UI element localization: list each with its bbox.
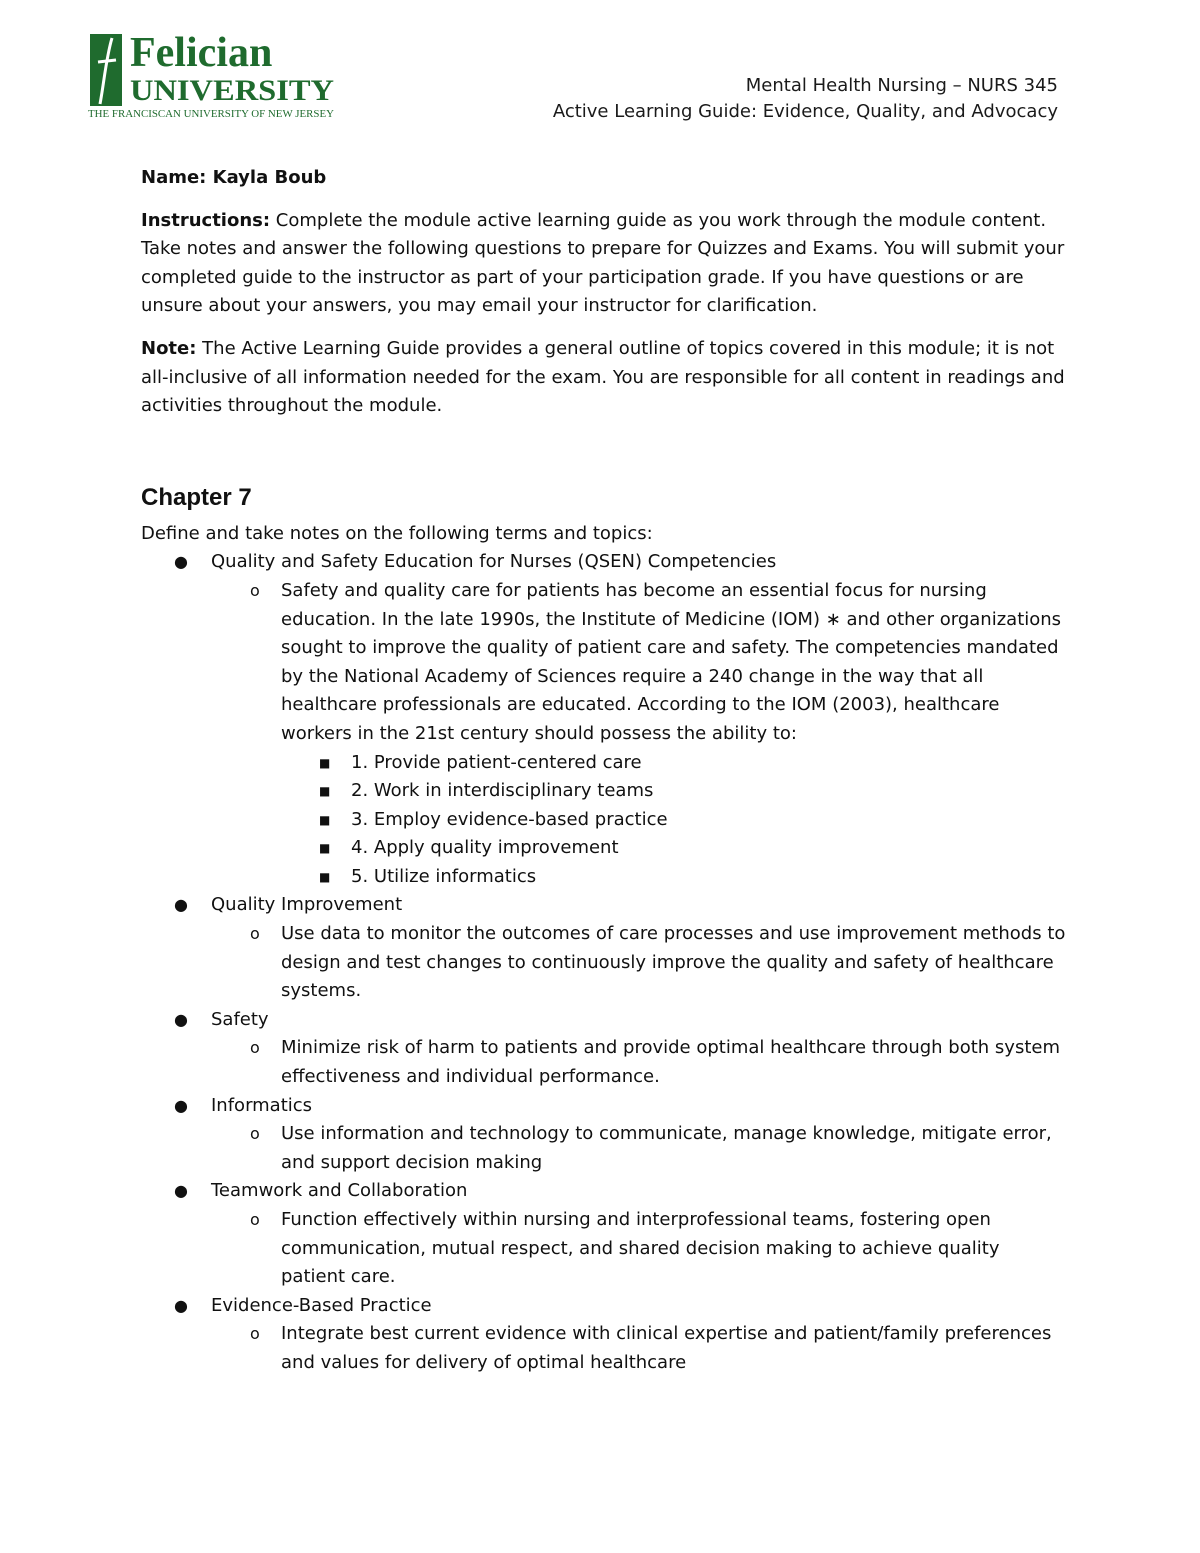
topic-notes — [211, 577, 1066, 892]
topic-note: Function effectively within nursing and interprofessional teams, fostering open communication, mutual respect, and shared decision making to achieve quality patient care. — [281, 1209, 1000, 1288]
topic-term: Quality and Safety Education for Nurses (QSEN) Competencies — [211, 551, 777, 573]
topic-term: Informatics — [211, 1094, 313, 1116]
list-item — [141, 891, 1066, 1005]
list-item — [141, 1292, 1066, 1378]
list-item — [281, 863, 1066, 892]
topic-notes — [211, 1120, 1066, 1177]
circle-bullet-icon: o — [250, 1124, 260, 1144]
university-logo — [86, 28, 338, 122]
bullet-icon: ● — [174, 1295, 188, 1315]
list-item — [141, 1177, 1066, 1291]
topic-term: Quality Improvement — [211, 894, 403, 916]
note-text: The Active Learning Guide provides a general outline of topics covered in this module; it is not all-inclusive of all information needed for the exam. You are responsible for all content in readings and activities throughout the module. — [141, 337, 1065, 417]
list-item — [141, 548, 1066, 891]
list-item — [281, 749, 1066, 778]
document-header — [553, 73, 1058, 125]
square-bullet-icon: ■ — [319, 812, 331, 827]
list-item — [281, 777, 1066, 806]
bullet-icon: ● — [174, 895, 188, 915]
circle-bullet-icon: o — [250, 580, 260, 600]
circle-bullet-icon: o — [250, 1210, 260, 1229]
square-bullet-icon: ■ — [319, 841, 331, 856]
course-title: Mental Health Nursing – NURS 345 — [745, 75, 1058, 96]
felician-logo-graphic — [86, 28, 338, 122]
list-item — [211, 577, 1066, 892]
guide-title: Active Learning Guide: Evidence, Quality, and Advocacy — [552, 101, 1058, 122]
logo-name: Felician — [130, 30, 273, 76]
instructions-text: Complete the module active learning guide as you work through the module content. Take notes and answer the following questions to prepare for Quizzes and Exams. You will submit your completed guide to the instructor as part of your participation grade. If you have questions or are unsure about your answers, you may email your instructor for clarification. — [141, 209, 1065, 317]
topic-notes — [211, 1320, 1066, 1377]
topic-note: Use data to monitor the outcomes of care processes and use improvement methods to design and test changes to continuously improve the quality and safety of healthcare systems. — [281, 923, 1066, 1002]
topic-note: Safety and quality care for patients has become an essential focus for nursing education. In the late 1990s, the Institute of Medicine (IOM) ∗ and other organizations sought to improve the quality of patient care and safety. The competencies mandated by the National Academy of Sciences require a 240 change in the way that all healthcare professionals are educated. According to the IOM (2003), healthcare workers in the 21st century should possess the ability to: — [281, 579, 1062, 744]
topic-notes — [211, 920, 1066, 1006]
topic-note: Minimize risk of harm to patients and provide optimal healthcare through both system effectiveness and individual performance. — [281, 1037, 1060, 1088]
topic-notes — [211, 1034, 1066, 1091]
note-label: Note: — [141, 337, 197, 359]
list-item — [211, 1034, 1066, 1091]
list-item — [211, 1206, 1066, 1292]
topic-note: Use information and technology to communicate, manage knowledge, mitigate error, and support decision making — [281, 1123, 1052, 1173]
competency-item: 5. Utilize informatics — [351, 865, 537, 887]
list-item — [141, 1092, 1066, 1178]
topic-term: Teamwork and Collaboration — [211, 1180, 468, 1202]
circle-bullet-icon: o — [250, 1324, 260, 1344]
bullet-icon: ● — [174, 1009, 188, 1029]
chapter-heading: Chapter 7 — [141, 483, 252, 511]
competency-item: 2. Work in interdisciplinary teams — [351, 780, 654, 802]
logo-crossbar — [98, 60, 116, 62]
square-bullet-icon: ■ — [319, 755, 331, 770]
bullet-icon: ● — [174, 1181, 188, 1201]
topic-term: Safety — [211, 1008, 269, 1030]
instructions-paragraph — [141, 207, 1066, 321]
instructions-label: Instructions: — [141, 209, 271, 231]
competency-list — [281, 749, 1066, 892]
list-item — [281, 806, 1066, 835]
list-item — [281, 834, 1066, 863]
bullet-icon: ● — [174, 1095, 188, 1115]
competency-item: 1. Provide patient-centered care — [351, 751, 642, 773]
note-paragraph — [141, 335, 1066, 421]
square-bullet-icon: ■ — [319, 869, 331, 884]
circle-bullet-icon: o — [250, 924, 260, 944]
circle-bullet-icon: o — [250, 1038, 260, 1058]
square-bullet-icon: ■ — [319, 784, 331, 799]
list-item — [211, 1320, 1066, 1377]
competency-item: 4. Apply quality improvement — [351, 837, 619, 859]
topic-note: Integrate best current evidence with clinical expertise and patient/family preferences and values for delivery of optimal healthcare — [281, 1323, 1052, 1373]
topic-notes — [211, 1206, 1066, 1292]
topic-term: Evidence-Based Practice — [211, 1294, 432, 1316]
logo-subname: UNIVERSITY — [130, 74, 335, 107]
competency-item: 3. Employ evidence-based practice — [351, 808, 668, 830]
topics-intro: Define and take notes on the following terms and topics: — [141, 522, 653, 544]
list-item — [211, 1120, 1066, 1177]
list-item — [141, 1006, 1066, 1092]
topics-list — [141, 548, 1066, 1377]
student-name: Name: Kayla Boub — [141, 167, 327, 188]
bullet-icon: ● — [174, 552, 188, 572]
list-item — [211, 920, 1066, 1006]
logo-tagline: THE FRANCISCAN UNIVERSITY OF NEW JERSEY — [88, 109, 334, 120]
document-body — [141, 164, 1066, 1378]
